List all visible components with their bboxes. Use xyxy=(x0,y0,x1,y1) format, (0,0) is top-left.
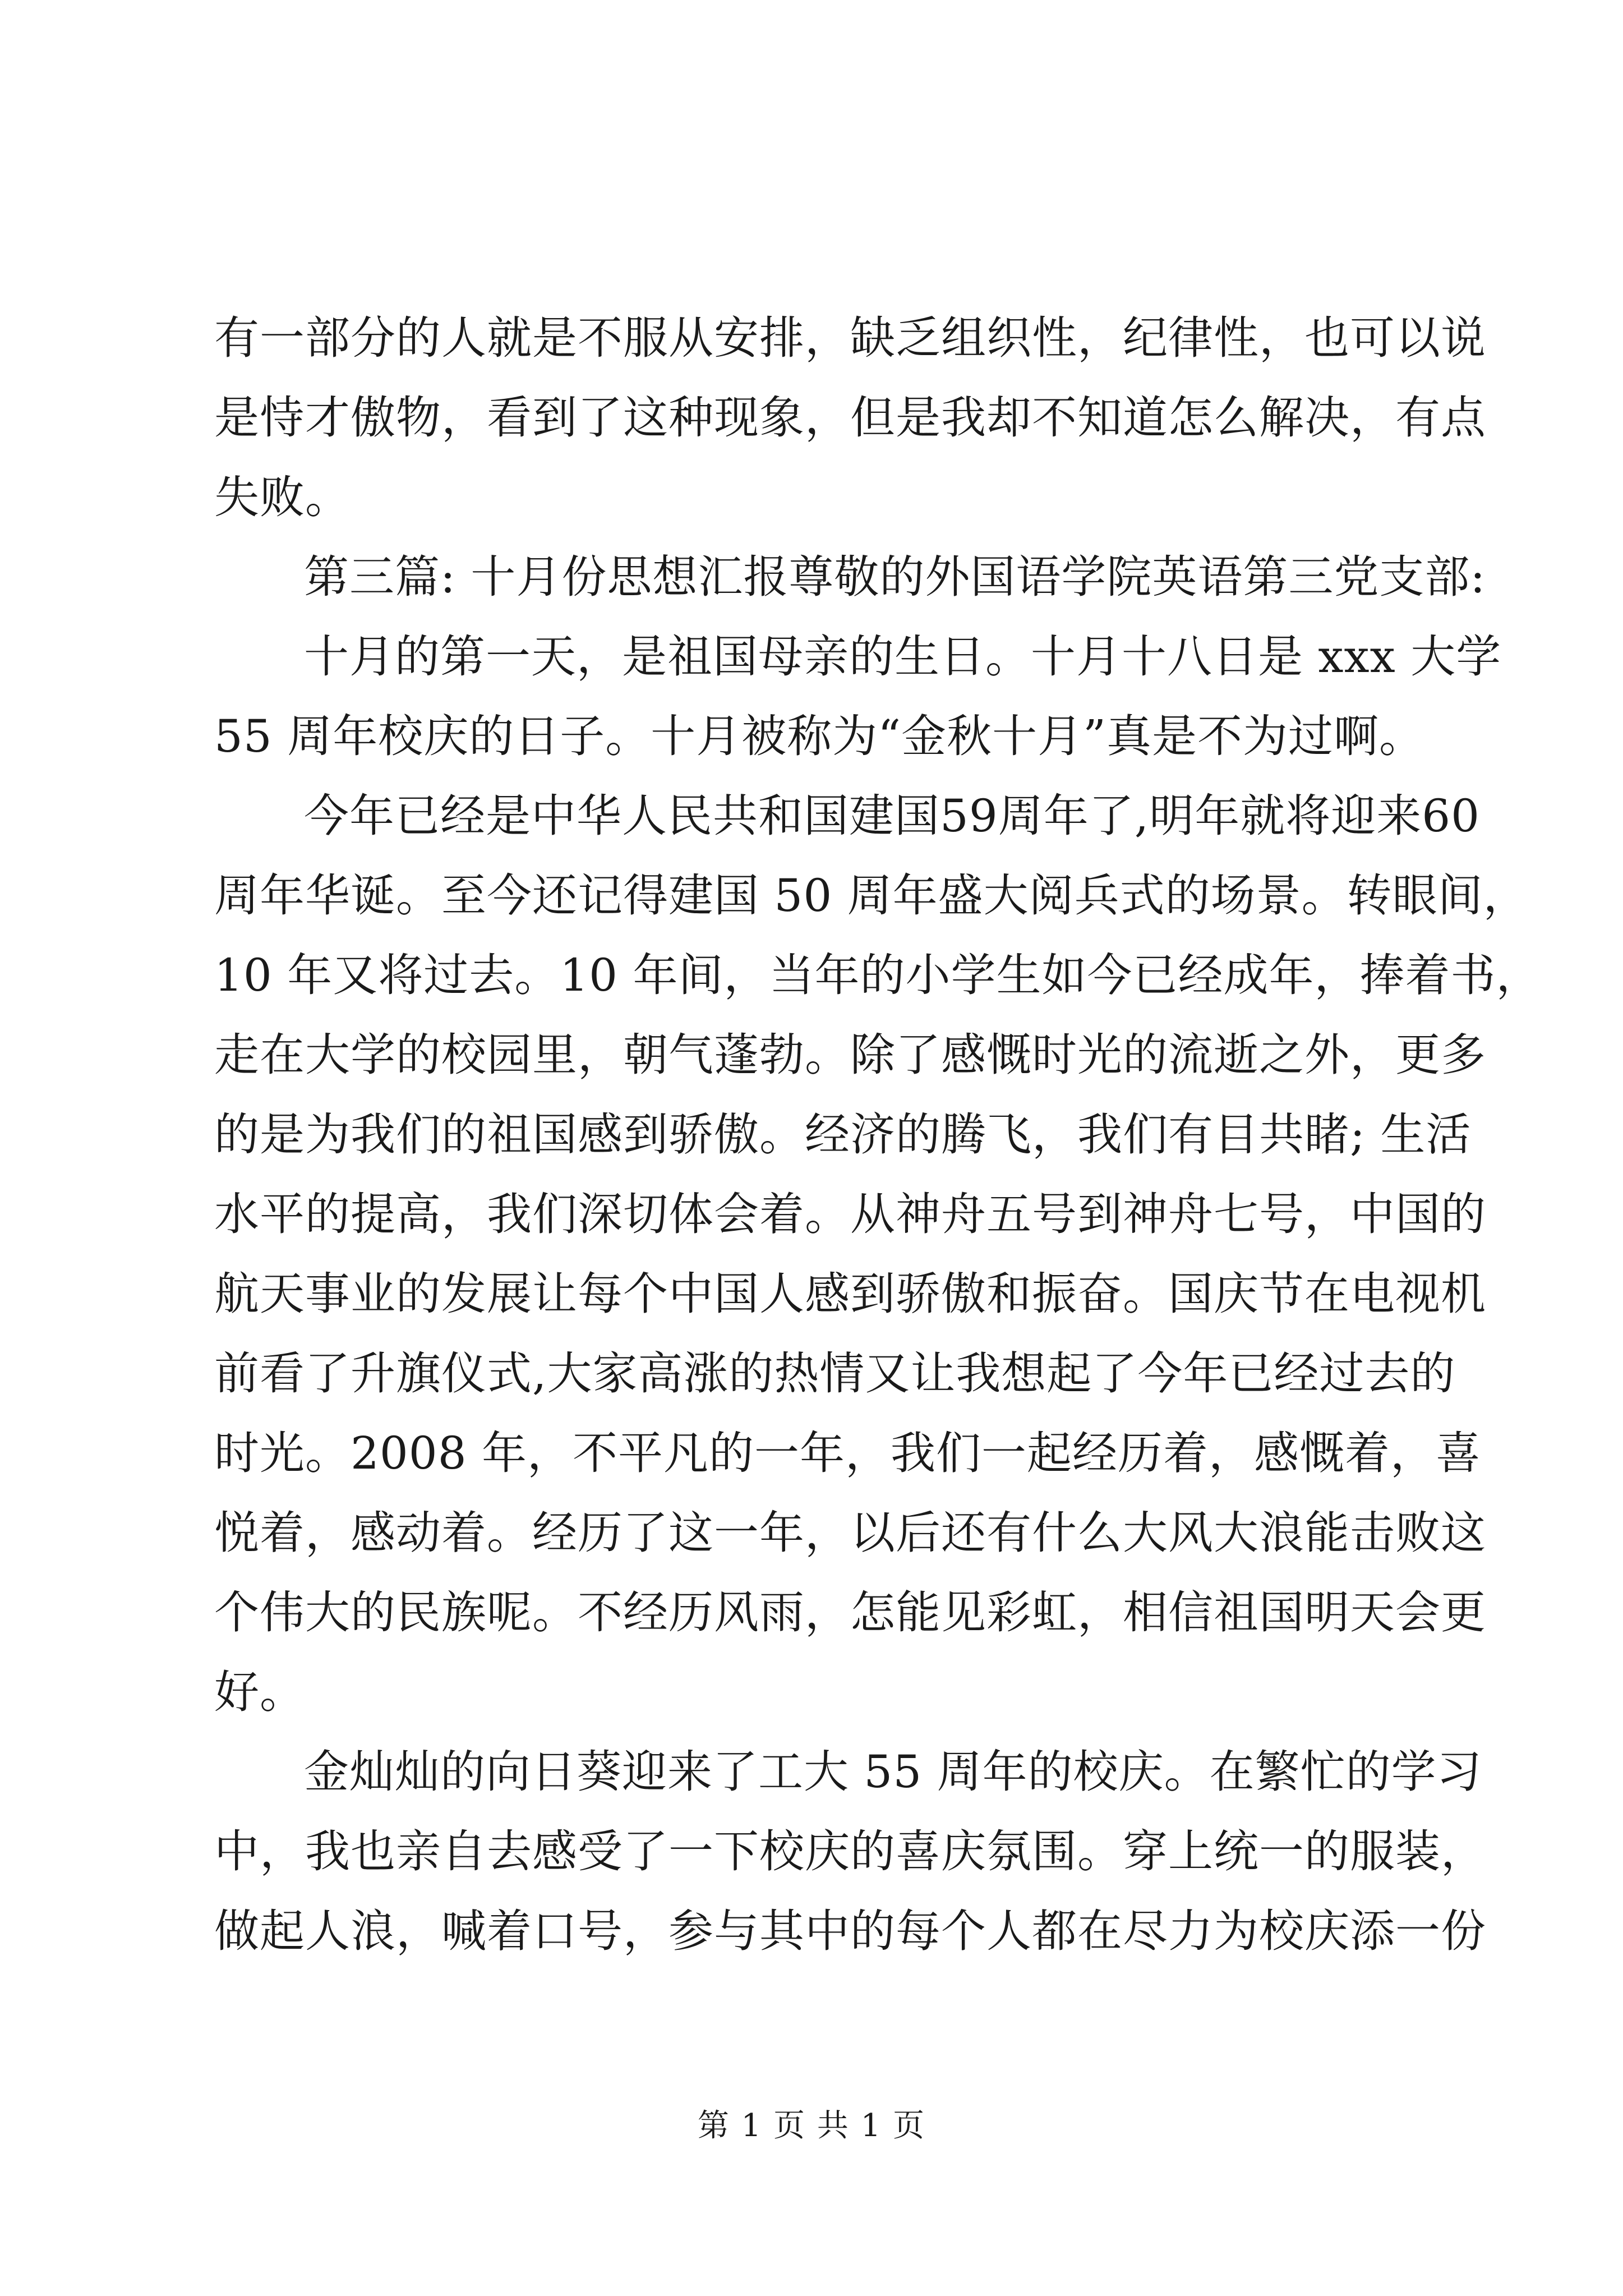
section-heading: 第三篇: 十月份思想汇报尊敬的外国语学院英语第三党支部: xyxy=(304,551,1486,603)
text-line: 失败。 xyxy=(214,471,351,523)
text-line: 10 年又将过去。10 年间，当年的小学生如今已经成年，捧着书， xyxy=(214,949,1542,1001)
text-line: 的是为我们的祖国感到骄傲。经济的腾飞，我们有目共睹; 生活 xyxy=(214,1108,1472,1161)
text-line: 水平的提高，我们深切体会着。从神舟五号到神舟七号，中国的 xyxy=(214,1188,1486,1240)
text-line: 前看了升旗仪式,大家高涨的热情又让我想起了今年已经过去的 xyxy=(214,1347,1456,1400)
text-line: 走在大学的校园里，朝气蓬勃。除了感慨时光的流逝之外，更多 xyxy=(214,1029,1486,1081)
page-footer xyxy=(0,2106,1623,2146)
text-line: 今年已经是中华人民共和国建国59周年了,明年就将迎来60 xyxy=(304,790,1481,842)
text-line: 航天事业的发展让每个中国人感到骄傲和振奋。国庆节在电视机 xyxy=(214,1268,1486,1320)
page-number: 第 1 页 共 1 页 xyxy=(697,2108,926,2144)
text-line: 悦着，感动着。经历了这一年，以后还有什么大风大浪能击败这 xyxy=(214,1507,1486,1559)
text-line: 有一部分的人就是不服从安排，缺乏组织性，纪律性，也可以说 xyxy=(214,312,1486,364)
text-line: 55 周年校庆的日子。十月被称为“金秋十月”真是不为过啊。 xyxy=(214,710,1425,762)
text-line: 时光。2008 年，不平凡的一年，我们一起经历着，感慨着，喜 xyxy=(214,1427,1482,1479)
text-line: 做起人浪，喊着口号，参与其中的每个人都在尽力为校庆添一份 xyxy=(214,1905,1486,1957)
text-line: 个伟大的民族呢。不经历风雨，怎能见彩虹，相信祖国明天会更 xyxy=(214,1586,1486,1639)
document-body xyxy=(214,298,1542,1971)
text-line: 十月的第一天，是祖国母亲的生日。十月十八日是 xxx 大学 xyxy=(304,631,1502,683)
text-line: 中，我也亲自去感受了一下校庆的喜庆氛围。穿上统一的服装， xyxy=(214,1825,1486,1878)
text-line: 金灿灿的向日葵迎来了工大 55 周年的校庆。在繁忙的学习 xyxy=(304,1746,1482,1798)
text-line: 好。 xyxy=(214,1666,305,1718)
text-line: 周年华诞。至今还记得建国 50 周年盛大阅兵式的场景。转眼间， xyxy=(214,869,1529,922)
text-line: 是恃才傲物，看到了这种现象，但是我却不知道怎么解决，有点 xyxy=(214,392,1486,444)
